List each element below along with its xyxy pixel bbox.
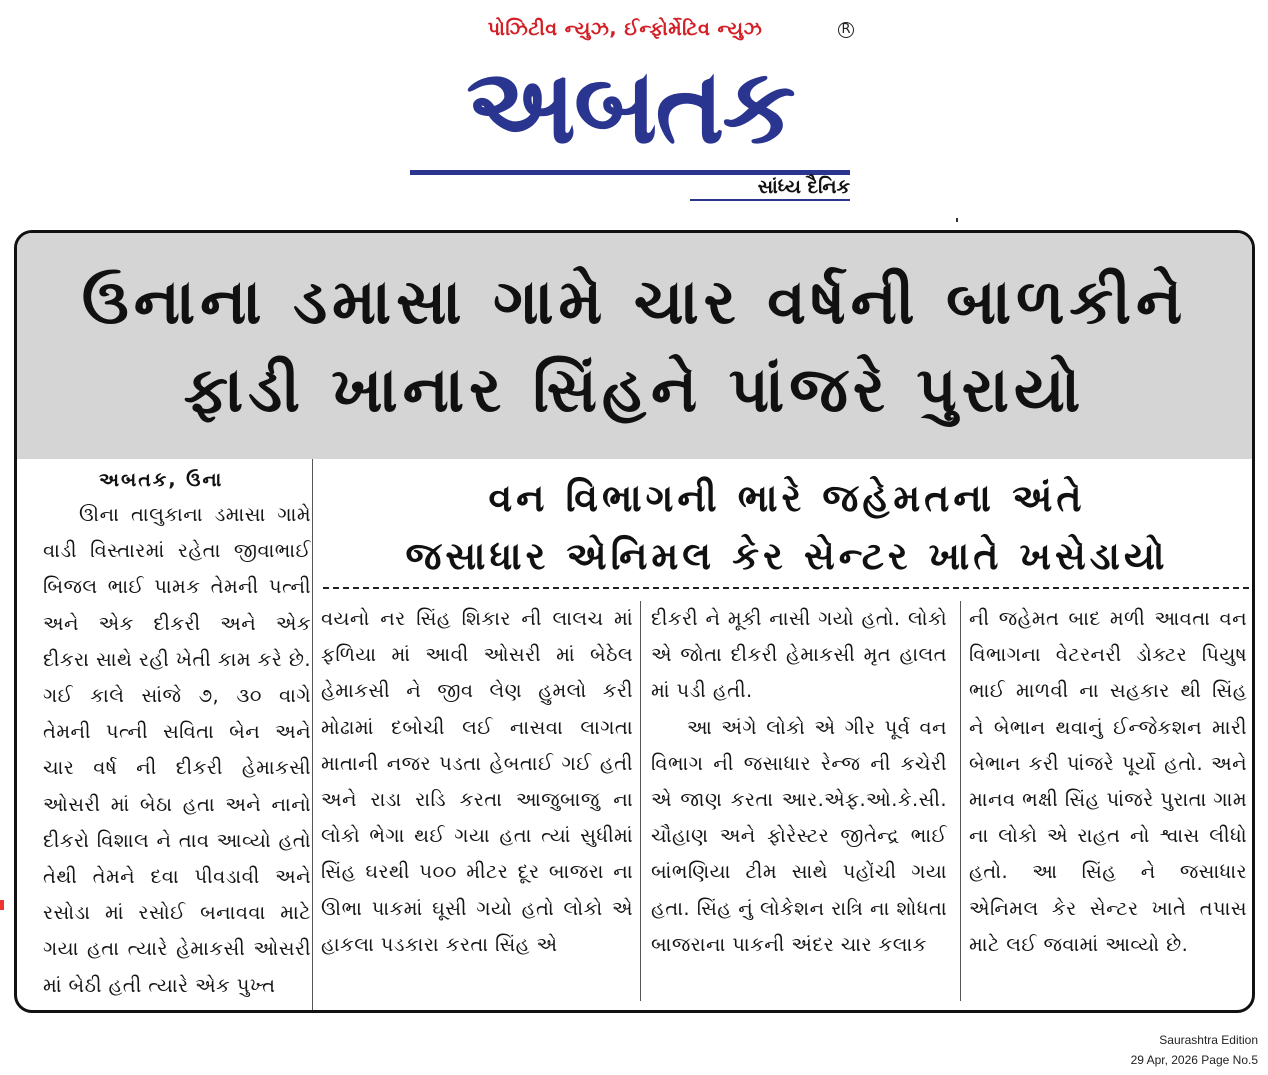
article-paragraph: વયનો નર સિંહ શિકાર ની લાલચ માં ફળિયા માં આવી ઓસરી માં બેઠેલ હેમાકસી ને જીવ લેણ હુમલો કરી મોઢામાં દબોચી લઈ નાસવા લાગતા માતાની નજર પડતા હેબતાઈ ગઈ હતી અને રાડા રાડિ કરતા આજુબાજુ ના લોકો ભેગા થઈ ગયા હતા ત્યાં સુધીમાં સિંહ ઘરથી ૫૦૦ મીટર દૂર બાજરા ના ઊભા પાકમાં ઘૂસી ગયો હતો લોકો એ હાકલા પડકારા કરતા સિંહ એ — [321, 607, 633, 956]
dot-mark — [956, 218, 958, 222]
column-divider — [312, 459, 313, 1013]
subheadline-line-1: વન વિભાગની ભારે જહેમતના અંતે — [488, 476, 1086, 520]
byline: અબતક, ઉના — [99, 469, 224, 491]
headline-line-2: ફાડી ખાનાર સિંહને પાંજરે પુરાયો — [183, 353, 1086, 426]
article-paragraph: દીકરી ને મૂકી નાસી ગયો હતો. લોકો એ જોતા દીકરી હેમાકસી મૃત હાલત માં પડી હતી. — [651, 607, 947, 703]
masthead-rule — [410, 170, 850, 175]
headline-line-1: ઉનાના ડમાસા ગામે ચાર વર્ષની બાળકીને — [81, 265, 1188, 338]
column-divider — [640, 601, 641, 1001]
article-paragraph: ની જહેમત બાદ મળી આવતા વન વિભાગના વેટરનરી ડોક્ટર પિયુષ ભાઈ માળવી ના સહકાર થી સિંહ ને બેભાન થવાનું ઈન્જેકશન મારી બેભાન કરી પાંજરે પૂર્યો હતો. અને માનવ ભક્ષી સિંહ પાંજરે પુરાતા ગામ ના લોકો એ રાહત નો શ્વાસ લીધો હતો. આ સિંહ ને જસાધાર એનિમલ કેર સેન્ટર ખાતે તપાસ માટે લઈ જવામાં આવ્યો છે. — [969, 607, 1247, 956]
newspaper-logo[interactable]: અબતક — [466, 45, 794, 167]
article-column-2 — [321, 601, 633, 963]
registered-mark: R — [838, 22, 854, 38]
article-frame — [14, 230, 1255, 1013]
article-column-3 — [651, 601, 947, 963]
subheadline-block — [317, 469, 1255, 585]
masthead-subtitle-rule — [690, 199, 850, 201]
masthead-subtitle: સાંધ્ય દૈનિક — [757, 176, 850, 198]
article-column-1 — [43, 497, 311, 1004]
article-column-4 — [969, 601, 1247, 963]
headline-block — [17, 233, 1252, 459]
article-paragraph: આ અંગે લોકો એ ગીર પૂર્વ વન વિભાગ ની જસાધાર રેન્જ ની કચેરી એ જાણ કરતા આર.એફ.ઓ.કે.સી. ચૌહાણ અને ફોરેસ્ટર જીતેન્દ્ર ભાઈ બાંભણિયા ટીમ સાથે પહોંચી ગયા હતા. સિંહ નું લોકેશન રાત્રિ ના શોધતા બાજરાના પાકની અંદર ચાર કલાક — [651, 715, 947, 956]
date-page-label: 29 Apr, 2026 Page No.5 — [1130, 1053, 1258, 1067]
article-paragraph: ઊના તાલુકાના ડમાસા ગામે વાડી વિસ્તારમાં રહેતા જીવાભાઈ બિજલ ભાઈ પામક તેમની પત્ની અને એક દીકરી અને એક દીકરા સાથે રહી ખેતી કામ કરે છે. ગઈ કાલે સાંજે ૭, ૩૦ વાગે તેમની પત્ની સવિતા બેન અને ચાર વર્ષ ની દીકરી હેમાકસી ઓસરી માં બેઠા હતા અને નાનો દીકરો વિશાલ ને તાવ આવ્યો હતો તેથી તેમને દવા પીવડાવી અને રસોડા માં રસોઈ બનાવવા માટે ગયા હતા ત્યારે હેમાકસી ઓસરી માં બેઠી હતી ત્યારે એક પુખ્ત — [43, 503, 311, 997]
subheadline-line-2: જસાધાર એનિમલ કેર સેન્ટર ખાતે ખસેડાયો — [405, 534, 1169, 578]
masthead-tagline: પોઝિટીવ ન્યુઝ, ઈન્ફોર્મેટિવ ન્યુઝ — [487, 18, 763, 40]
column-divider — [960, 601, 961, 1001]
subheadline-divider — [323, 587, 1249, 589]
edition-label: Saurashtra Edition — [1159, 1033, 1258, 1047]
edge-mark — [0, 900, 4, 910]
